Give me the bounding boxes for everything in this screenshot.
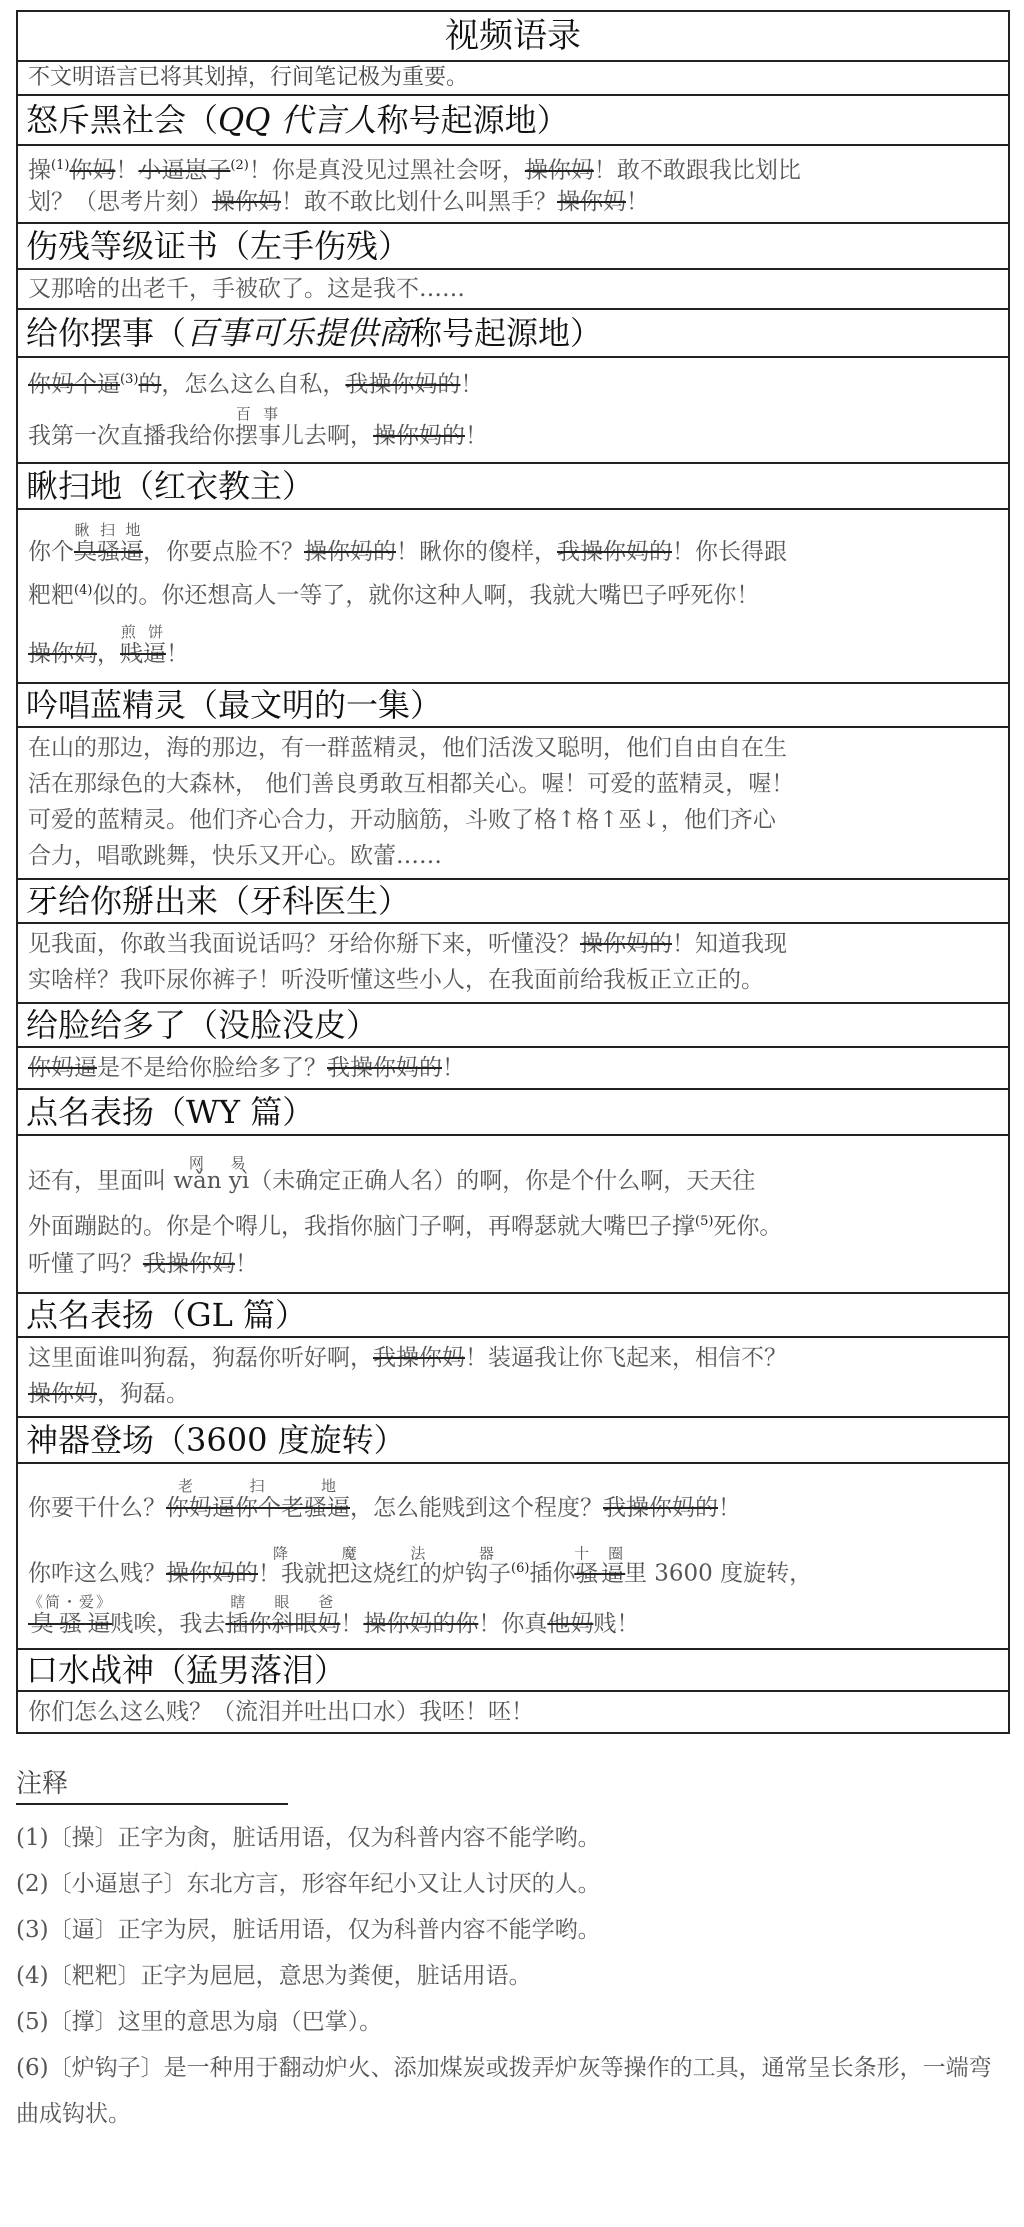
text-line: 实啥样？我吓尿你裤子！听没听懂这些小人，在我面前给我板正立正的。 — [28, 967, 764, 993]
text-line: 你们怎么这么贱？（流泪并吐出口水）我呸！呸！ — [28, 1699, 534, 1725]
section-heading: 怒斥黑社会（QQ 代言人称号起源地） — [18, 96, 1008, 146]
quotes-document — [16, 10, 1010, 1734]
note-item: (1)〔操〕正字为肏，脏话用语，仅为科普内容不能学哟。 — [16, 1825, 601, 1851]
section-gl — [18, 1294, 1008, 1418]
section-body — [18, 1048, 1008, 1088]
text-line: 这里面谁叫狗磊，狗磊你听好啊，我操你妈！装逼我让你飞起来，相信不？ — [28, 1345, 787, 1371]
text-line: 见我面，你敢当我面说话吗？牙给你掰下来，听懂没？操你妈的！知道我现 — [28, 931, 787, 957]
section-chousaodi — [18, 464, 1008, 684]
text-line: 臭骚逼《简・爱》贱唉，我去插你斜眼妈瞎 眼 爸！操你妈的你！你真他妈贱！ — [28, 1593, 640, 1637]
section-heading: 瞅扫地（红衣教主） — [18, 464, 1008, 510]
section-body — [18, 1338, 1008, 1416]
section-heading: 给脸给多了（没脸没皮） — [18, 1004, 1008, 1048]
text-line: 合力，唱歌跳舞，快乐又开心。欧蕾…… — [28, 843, 442, 869]
text-line: 听懂了吗？我操你妈！ — [28, 1251, 258, 1277]
notes-title: 注释 — [16, 1765, 288, 1805]
section-shenqi — [18, 1418, 1008, 1650]
section-koushui — [18, 1650, 1008, 1732]
section-heading: 伤残等级证书（左手伤残） — [18, 224, 1008, 270]
section-body — [18, 924, 1008, 1002]
section-heishehui — [18, 96, 1008, 224]
text-line: 又那啥的出老千，手被砍了。这是我不…… — [28, 276, 465, 302]
text-line: 粑粑$^{(4)}$似的。你还想高人一等了，就你这种人啊，我就大嘴巴子呼死你！ — [28, 582, 760, 609]
text-line: 操你妈，贱逼煎 饼！ — [28, 623, 189, 667]
note-item: (3)〔逼〕正字为屄，脏话用语，仅为科普内容不能学哟。 — [16, 1917, 601, 1943]
text-line: 划？（思考片刻）操你妈！敢不敢比划什么叫黑手？操你妈！ — [28, 189, 649, 215]
text-line: 你个臭骚逼瞅 扫 地，你要点脸不？操你妈的！瞅你的傻样，我操你妈的！你长得跟 — [28, 521, 787, 565]
document-title: 视频语录 — [18, 12, 1008, 62]
section-shangcan — [18, 224, 1008, 310]
section-body — [18, 270, 1008, 308]
text-line: 你咋这么贱？操你妈的！我就把这烧红的炉钩子降魔法器$^{(6)}$插你骚逼十 圈里 3600 度旋转， — [28, 1544, 813, 1587]
section-heading: 口水战神（猛男落泪） — [18, 1650, 1008, 1692]
text-line: 还有，里面叫 wǎn网 yì易（未确定正确人名）的啊，你是个什么啊，天天往 — [28, 1154, 756, 1194]
text-line: 你要干什么？你妈逼你个老骚逼老 扫 地，怎么能贱到这个程度？我操你妈的！ — [28, 1477, 741, 1521]
note-item: (2)〔小逼崽子〕东北方言，形容年纪小又让人讨厌的人。 — [16, 1871, 601, 1897]
section-heading: 给你摆事（百事可乐提供商称号起源地） — [18, 310, 1008, 358]
note-item: (5)〔撑〕这里的意思为扇（巴掌）。 — [16, 2009, 383, 2035]
section-lanjingling — [18, 684, 1008, 880]
text-line: 我第一次直播我给你摆事百 事儿去啊，操你妈的！ — [28, 405, 488, 449]
text-line: 外面蹦跶的。你是个嘚儿，我指你脑门子啊，再嘚瑟就大嘴巴子撑$^{(5)}$死你。 — [28, 1213, 783, 1240]
text-line: 可爱的蓝精灵。他们齐心合力，开动脑筋，斗败了格↑格↑巫↓，他们齐心 — [28, 807, 776, 833]
text-line: 操$^{(1)}$你妈！小逼崽子$^{(2)}$！你是真没见过黑社会呀，操你妈！敢不敢跟我比划比 — [28, 157, 801, 184]
section-body — [18, 146, 1008, 222]
notes-section — [16, 1765, 1006, 2137]
note-item: (6)〔炉钩子〕是一种用于翻动炉火、添加煤炭或拨弄炉灰等操作的工具，通常呈长条形，一端弯曲成钩状。 — [16, 2055, 992, 2127]
text-line: 你妈个逼$^{(3)}$的，怎么这么自私，我操你妈的！ — [28, 371, 484, 398]
document-subtitle: 不文明语言已将其划掉，行间笔记极为重要。 — [18, 62, 1008, 96]
section-body — [18, 1136, 1008, 1292]
section-heading: 吟唱蓝精灵（最文明的一集） — [18, 684, 1008, 728]
section-heading: 牙给你掰出来（牙科医生） — [18, 880, 1008, 924]
section-wy — [18, 1090, 1008, 1294]
section-body — [18, 1464, 1008, 1648]
section-body — [18, 1692, 1008, 1732]
section-geilian — [18, 1004, 1008, 1090]
note-item: (4)〔粑粑〕正字为㞎㞎，意思为粪便，脏话用语。 — [16, 1963, 532, 1989]
section-body — [18, 358, 1008, 462]
section-yake — [18, 880, 1008, 1004]
section-heading: 点名表扬（GL 篇） — [18, 1294, 1008, 1338]
section-heading: 点名表扬（WY 篇） — [18, 1090, 1008, 1136]
text-line: 在山的那边，海的那边，有一群蓝精灵，他们活泼又聪明，他们自由自在生 — [28, 735, 787, 761]
text-line: 你妈逼是不是给你脸给多了？我操你妈的！ — [28, 1055, 465, 1081]
section-body — [18, 510, 1008, 682]
section-heading: 神器登场（3600 度旋转） — [18, 1418, 1008, 1464]
section-baishi — [18, 310, 1008, 464]
text-line: 活在那绿色的大森林， 他们善良勇敢互相都关心。喔！可爱的蓝精灵，喔！ — [28, 771, 795, 797]
section-body — [18, 728, 1008, 878]
text-line: 操你妈，狗磊。 — [28, 1381, 189, 1407]
